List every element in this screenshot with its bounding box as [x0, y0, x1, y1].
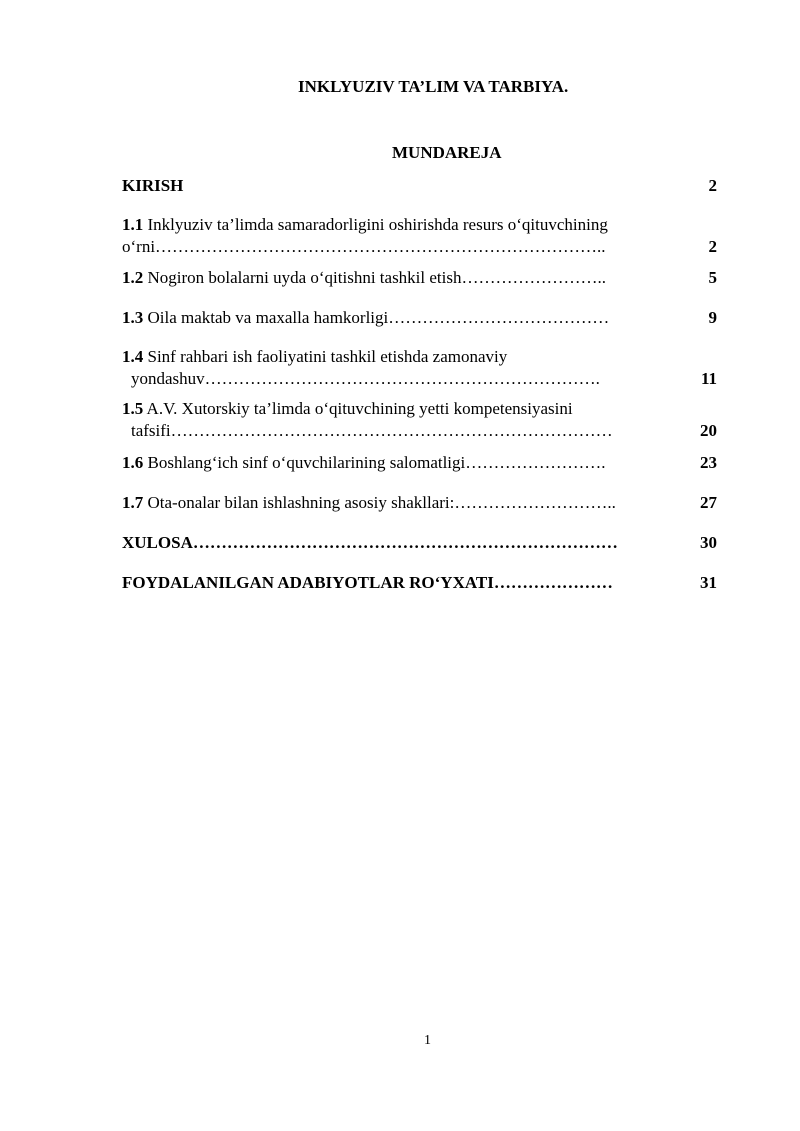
toc-entry-title	[122, 346, 507, 368]
toc-entry-title-line1: Inklyuziv ta’limda samaradorligini oshirishda resurs o‘qituvchining	[143, 215, 608, 234]
toc-entry-title	[122, 492, 616, 514]
page-number: 1	[424, 1033, 431, 1048]
toc-entry-title	[122, 214, 608, 236]
toc-entry-title: FOYDALANILGAN ADABIYOTLAR RO‘YXATI…………………	[122, 573, 613, 592]
toc-entry-title: XULOSA…………………………………………………………………	[122, 533, 618, 552]
toc-entry-title-line1: Ota-onalar bilan ishlashning asosiy shakllari:………………………..	[143, 493, 616, 512]
toc-entry-page: 5	[708, 268, 717, 287]
toc-entry-page: 2	[708, 176, 717, 195]
page-title: INKLYUZIV TA’LIM VA TARBIYA.	[298, 77, 569, 96]
toc-entry-number: 1.3	[122, 308, 144, 327]
toc-entry-number: 1.6	[122, 453, 144, 472]
toc-entry-number: 1.2	[122, 268, 144, 287]
toc-entry-number: 1.7	[122, 493, 144, 512]
toc-entry-number: 1.4	[122, 347, 144, 366]
toc-heading: MUNDAREJA	[392, 143, 502, 162]
toc-entry-title-line1: Oila maktab va maxalla hamkorligi…………………………………	[143, 308, 610, 327]
toc-entry-title-line2: tafsifi……………………………………………………………………	[131, 421, 613, 440]
toc-entry-page: 27	[700, 493, 717, 512]
toc-entry-title	[122, 398, 573, 420]
toc-entry-title	[122, 452, 606, 474]
toc-entry-title-line2: o‘rni……………………………………………………………………..	[122, 237, 606, 256]
toc-entry-page: 23	[700, 453, 717, 472]
toc-entry-number: 1.1	[122, 215, 144, 234]
toc-entry-title-line1: A.V. Xutorskiy ta’limda o‘qituvchining yetti kompetensiyasini	[143, 399, 573, 418]
toc-entry-number: 1.5	[122, 399, 144, 418]
toc-entry-page: 11	[700, 369, 717, 388]
toc-entry-title-line1: Sinf rahbari ish faoliyatini tashkil etishda zamonaviy	[143, 347, 508, 366]
toc-entry-title-line2: yondashuv…………………………………………………………….	[131, 369, 600, 388]
toc-entry-title-line1: Boshlang‘ich sinf o‘quvchilarining salomatligi…………………….	[143, 453, 606, 472]
toc-entry-title	[122, 307, 609, 329]
toc-entry-title	[122, 267, 606, 289]
toc-entry-page: 2	[708, 237, 717, 256]
toc-entry-page: 9	[708, 308, 717, 327]
toc-entry-page: 31	[700, 573, 717, 592]
toc-entry-page: 30	[700, 533, 717, 552]
toc-entry-title-line1: Nogiron bolalarni uyda o‘qitishni tashkil etish……………………..	[143, 268, 606, 287]
toc-entry-title: KIRISH	[122, 176, 184, 195]
toc-entry-page: 20	[700, 421, 717, 440]
